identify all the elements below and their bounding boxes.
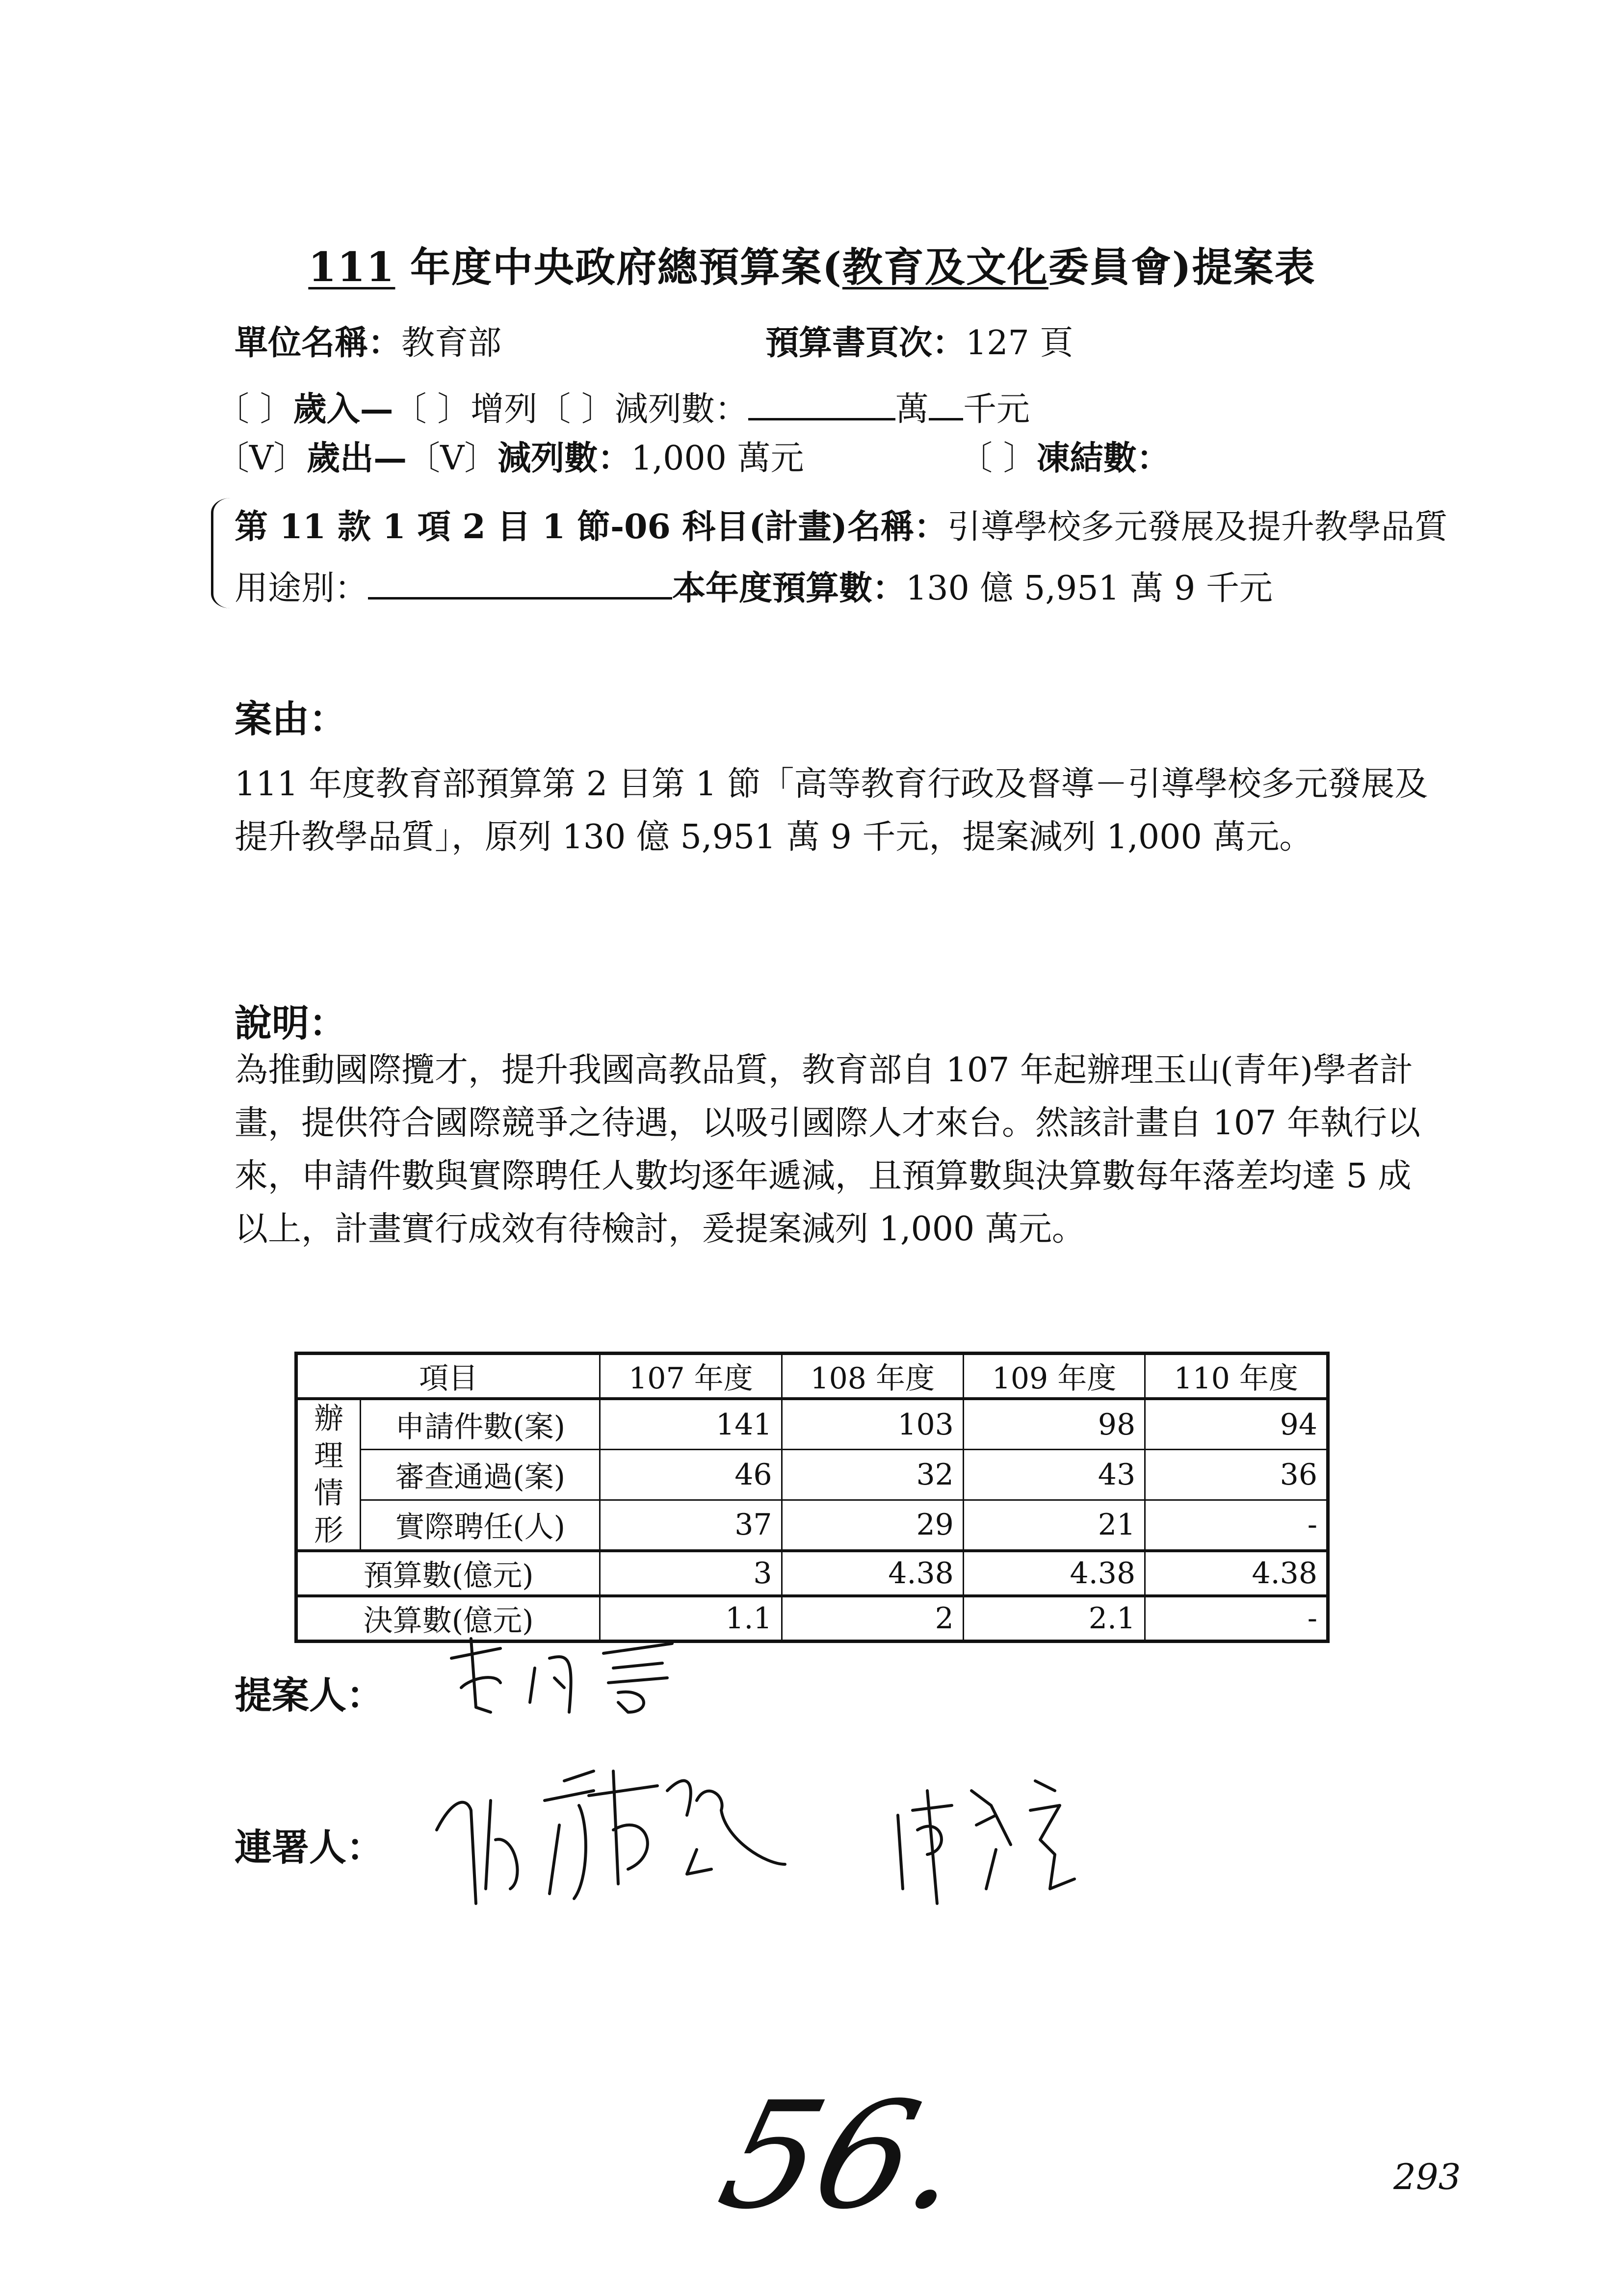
budget-page-value: 127 頁 — [966, 324, 1074, 363]
table-row — [296, 1551, 1328, 1596]
freeze-label: 凍結數： — [1036, 439, 1170, 478]
header-item: 項目 — [296, 1354, 600, 1399]
cell-value: 43 — [963, 1450, 1145, 1500]
decrease-wan-blank[interactable] — [748, 413, 895, 420]
budget-page-label: 預算書頁次： — [765, 323, 966, 363]
table-row — [296, 1450, 1328, 1500]
table-row — [296, 1399, 1328, 1450]
cosigner-label: 連署人： — [235, 1826, 384, 1869]
revenue-label: 歲入— — [293, 390, 393, 429]
table-header-row — [296, 1354, 1328, 1399]
cell-value: 4.38 — [1145, 1551, 1328, 1596]
cell-value: 21 — [963, 1500, 1145, 1551]
reason-heading: 案由： — [235, 697, 346, 741]
row-label: 實際聘任(人) — [361, 1500, 600, 1551]
cell-value: 98 — [963, 1399, 1145, 1450]
cell-value: 32 — [782, 1450, 963, 1500]
expenditure-label: 歲出— — [307, 439, 407, 478]
group-label: 辦理情形 — [296, 1399, 361, 1551]
reason-text: 111 年度教育部預算第 2 目第 1 節「高等教育行政及督導－引導學校多元發展及提升教學品質」，原列 130 億 5,951 萬 9 千元，提案減列 1,000 萬元。 — [235, 765, 1428, 857]
usage-blank[interactable] — [368, 592, 672, 600]
cell-value: 29 — [782, 1500, 963, 1551]
increase-checkbox[interactable]: 〔 〕 — [393, 390, 471, 429]
usage-label: 用途別： — [235, 569, 368, 608]
explanation-text: 為推動國際攬才，提升我國高教品質，教育部自 107 年起辦理玉山(青年)學者計畫，提供符合國際競爭之待遇，以吸引國際人才來台。然該計畫自 107 年執行以來，申請件數與實際聘任人數均逐年遞減，且預算數與決算數每年落差均達 5 成以上，計畫實行成效有待檢討，爰提案減列 1,000 萬元。 — [235, 1051, 1421, 1249]
budget-page-row — [765, 316, 1073, 364]
decrease-qian-blank[interactable] — [929, 413, 963, 420]
expenditure-decrease-checkbox[interactable]: 〔V〕 — [407, 439, 498, 478]
cell-value: 2 — [782, 1596, 963, 1642]
item-value: 引導學校多元發展及提升教學品質 — [947, 508, 1448, 547]
cell-value: 2.1 — [963, 1596, 1145, 1642]
row-label: 預算數(億元) — [296, 1551, 600, 1596]
cell-value: 46 — [600, 1450, 782, 1500]
expenditure-row — [216, 432, 804, 479]
handwritten-page-number: 293 — [1393, 2156, 1461, 2197]
revenue-row — [216, 383, 1030, 430]
cosigner-signatures — [432, 1751, 1339, 1913]
title-year: 111 — [308, 244, 395, 291]
header-year: 108 年度 — [782, 1354, 963, 1399]
cell-value: 1.1 — [600, 1596, 782, 1642]
increase-label: 增列 — [471, 390, 538, 429]
unit-qianyuan: 千元 — [963, 390, 1030, 429]
cell-value: 94 — [1145, 1399, 1328, 1450]
title-text-end: 委員會)提案表 — [1048, 244, 1316, 291]
cell-value: - — [1145, 1596, 1328, 1642]
cell-value: - — [1145, 1500, 1328, 1551]
header-year: 109 年度 — [963, 1354, 1145, 1399]
freeze-row — [959, 432, 1170, 479]
table-row — [296, 1500, 1328, 1551]
cell-value: 103 — [782, 1399, 963, 1450]
explanation-heading: 說明： — [235, 1001, 346, 1045]
unit-label: 單位名稱： — [235, 323, 402, 363]
proposer-label: 提案人： — [235, 1673, 384, 1717]
header-year: 110 年度 — [1145, 1354, 1328, 1399]
decrease-label: 減列數： — [614, 390, 748, 429]
cell-value: 141 — [600, 1399, 782, 1450]
expenditure-decrease-label: 減列數： — [498, 439, 631, 478]
expenditure-decrease-value: 1,000 萬元 — [631, 439, 804, 478]
item-label: 第 11 款 1 項 2 目 1 節-06 科目(計畫)名稱： — [235, 507, 947, 547]
cell-value: 37 — [600, 1500, 782, 1551]
revenue-checkbox[interactable]: 〔 〕 — [216, 390, 293, 429]
decrease-checkbox[interactable]: 〔 〕 — [537, 390, 615, 429]
expenditure-checkbox[interactable]: 〔V〕 — [216, 439, 307, 478]
title-committee: 教育及文化 — [842, 244, 1048, 291]
unit-wan: 萬 — [895, 390, 929, 429]
proposer-signature — [442, 1629, 795, 1727]
header-year: 107 年度 — [600, 1354, 782, 1399]
unit-row — [235, 316, 501, 364]
annual-budget-value: 130 億 5,951 萬 9 千元 — [906, 569, 1273, 608]
program-statistics-table — [294, 1352, 1330, 1643]
cell-value: 4.38 — [963, 1551, 1145, 1596]
unit-value: 教育部 — [401, 324, 502, 363]
handwritten-sequence-number: 56. — [705, 2070, 982, 2242]
annual-budget-label: 本年度預算數： — [672, 569, 906, 608]
cell-value: 36 — [1145, 1450, 1328, 1500]
row-label: 審查通過(案) — [361, 1450, 600, 1500]
item-bracket — [211, 498, 233, 608]
cell-value: 4.38 — [782, 1551, 963, 1596]
item-row — [235, 500, 1448, 548]
usage-row — [235, 562, 1273, 609]
freeze-checkbox[interactable]: 〔 〕 — [959, 439, 1037, 478]
row-label: 決算數(億元) — [296, 1596, 600, 1642]
title-text-mid: 年度中央政府總預算案( — [395, 244, 842, 291]
cell-value: 3 — [600, 1551, 782, 1596]
row-label: 申請件數(案) — [361, 1399, 600, 1450]
form-title — [0, 235, 1624, 293]
